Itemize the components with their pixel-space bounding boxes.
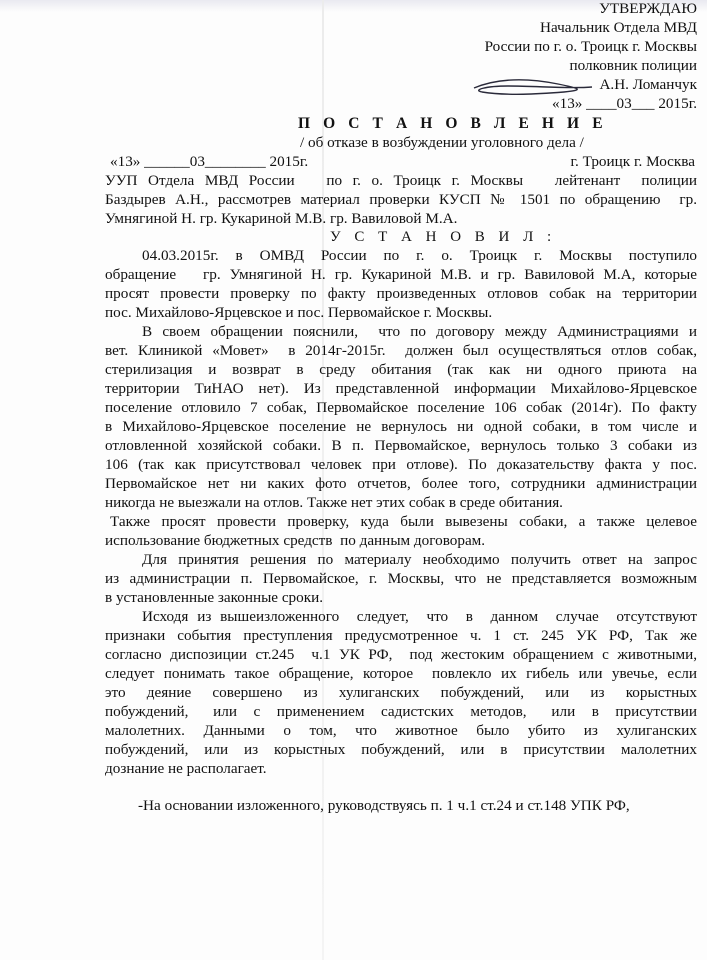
intro-line-1: УУП Отдела МВД России по г. о. Троицк г. Москвы лейтенант полиции <box>105 172 697 189</box>
body-line: в Михайлово-Ярцевское поселение не вернулось ни одной собаки, в том числе и <box>105 418 697 435</box>
approval-line-5: А.Н. Ломанчук <box>599 76 697 93</box>
body-line: 04.03.2015г. в ОМВД России по г. о. Троицк г. Москвы поступило <box>142 247 697 264</box>
intro-line-3: Умнягиной Н. гр. Кукариной М.В. гр. Вавиловой М.А. <box>105 210 458 227</box>
body-line: отловленной хозяйской собаки. В п. Первомайское, вернулось только 3 собаки из <box>105 437 697 454</box>
body-line: использование бюджетных средств по данным договорам. <box>105 532 486 549</box>
document-place: г. Троицк г. Москва <box>570 153 695 170</box>
body-line: дознание не располагает. <box>105 760 267 777</box>
body-line: Для принятия решения по материалу необходимо получить ответ на запрос <box>142 551 697 568</box>
body-line: признаки события преступления предусмотренное ч. 1 ст. 245 УК РФ, Так же <box>105 627 697 644</box>
body-line: из администрации п. Первомайское, г. Москвы, что не представляется возможным <box>105 570 697 587</box>
body-line: это деяние совершено из хулиганских побуждений, или из корыстных <box>105 684 697 701</box>
document-date: «13» ______03________ 2015г. <box>110 153 309 170</box>
approval-line-6: «13» ____03___ 2015г. <box>552 95 697 112</box>
approval-line-2: Начальник Отдела МВД <box>540 19 697 36</box>
approval-line-1: УТВЕРЖДАЮ <box>599 0 697 17</box>
body-line: территории ТиНАО нет). Из представленной информации Михайлово-Ярцевское <box>105 380 697 397</box>
body-line: В своем обращении пояснили, что по договору между Администрациями и <box>142 323 697 340</box>
document-subtitle: / об отказе в возбуждении уголовного дела / <box>300 134 584 151</box>
body-line: побуждений, или из корыстных побуждений, или в присутствии малолетних <box>105 741 697 758</box>
body-line: стерилизация и возврат в среду обитания (так как ни одного приюта на <box>105 361 697 378</box>
signature-icon <box>468 76 596 98</box>
intro-line-2: Баздырев А.Н., рассмотрев материал проверки КУСП № 1501 по обращению гр. <box>105 191 697 208</box>
body-line: в установленные законные сроки. <box>105 589 324 606</box>
body-line: пос. Михайлово-Ярцевское и пос. Первомайское г. Москвы. <box>105 304 493 321</box>
body-line: -На основании изложенного, руководствуясь п. 1 ч.1 ст.24 и ст.148 УПК РФ, <box>138 797 630 814</box>
body-line: Также просят провести проверку, куда были вывезены собаки, а также целевое <box>110 513 697 530</box>
approval-line-4: полковник полиции <box>569 57 697 74</box>
approval-line-3: России по г. о. Троицк г. Москвы <box>484 38 697 55</box>
body-line: 106 (так как присутствовал человек при отлове). По доказательству факта у пос. <box>105 456 697 473</box>
body-line: поселение отловило 7 собак, Первомайское поселение 106 собак (2014г). По факту <box>105 399 697 416</box>
body-line: следует понимать такое обращение, которое повлекло их гибель или увечье, если <box>105 665 697 682</box>
body-line: малолетних. Данными о том, что животное было убито из хулиганских <box>105 722 697 739</box>
body-line: никогда не выезжали на отлов. Также нет этих собак в среде обитания. <box>105 494 563 511</box>
body-line: Исходя из вышеизложенного следует, что в данном случае отсутствуют <box>142 608 697 625</box>
document-title: П О С Т А Н О В Л Е Н И Е <box>298 115 608 132</box>
body-line: обращение гр. Умнягиной Н. гр. Кукариной М.В. и гр. Вавиловой М.А, которые <box>105 266 697 283</box>
body-line: согласно диспозиции ст.245 ч.1 УК РФ, под жестоким обращением с животными, <box>105 646 697 663</box>
body-line: просят провести проверку по факту произведенных отловов собак на территории <box>105 285 697 302</box>
established-heading: У С Т А Н О В И Л : <box>330 229 557 245</box>
body-line: Первомайское нет ни каких фото отчетов, более того, сотрудники администрации <box>105 475 697 492</box>
body-line: побуждений, или с применением садистских методов, или в присутствии <box>105 703 697 720</box>
body-line: вет. Клиникой «Мовет» в 2014г-2015г. должен был осуществляться отлов собак, <box>105 342 697 359</box>
